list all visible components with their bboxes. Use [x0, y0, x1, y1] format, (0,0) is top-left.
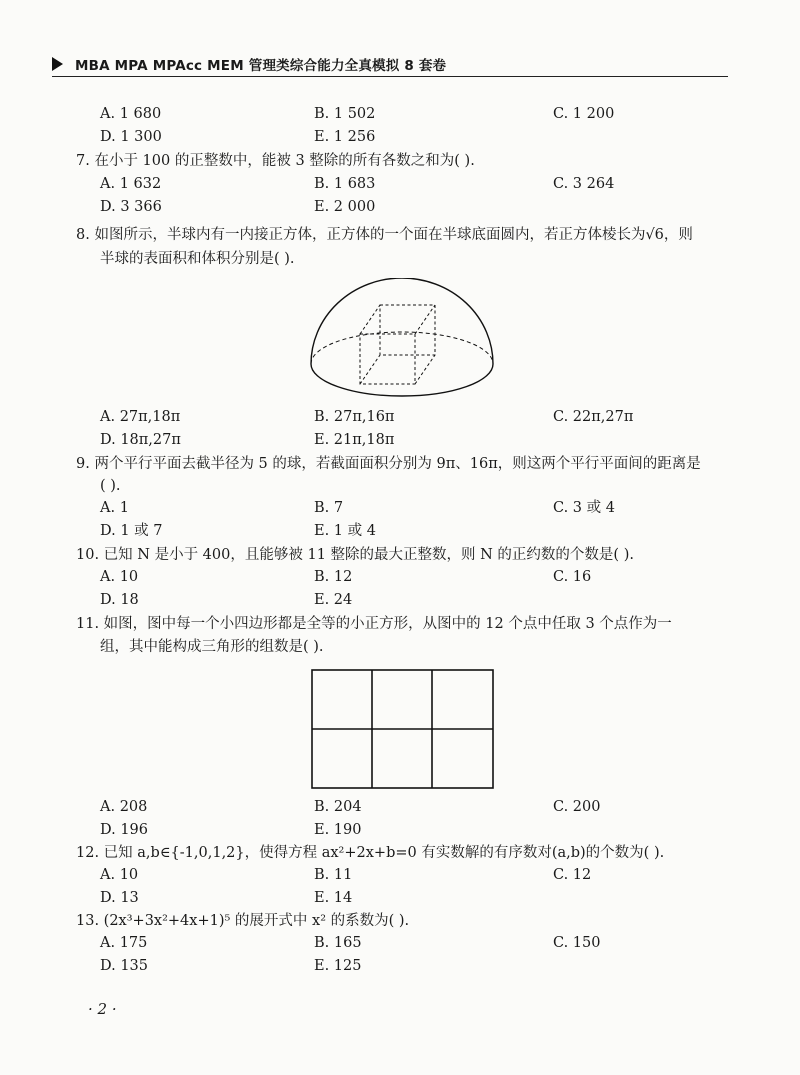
q11-option-a: A. 208: [100, 799, 148, 815]
q9-option-d: D. 1 或 7: [100, 523, 163, 539]
q7-option-e: E. 2 000: [314, 199, 376, 215]
q13-option-a: A. 175: [100, 935, 148, 951]
q11-option-e: E. 190: [314, 822, 362, 838]
hemisphere-dome: [311, 278, 493, 364]
q10-option-b: B. 12: [314, 569, 353, 585]
q9-option-c: C. 3 或 4: [553, 500, 615, 516]
q6-option-e: E. 1 256: [314, 129, 376, 145]
q6-option-a: A. 1 680: [100, 106, 162, 122]
q11-option-b: B. 204: [314, 799, 362, 815]
q8-option-a: A. 27π,18π: [100, 409, 181, 425]
q11-stem-line1: 11. 如图，图中每一个小四边形都是全等的小正方形，从图中的 12 个点中任取 3 个点作为一: [76, 616, 672, 632]
inscribed-cube: [360, 305, 435, 384]
q11-option-c: C. 200: [553, 799, 601, 815]
triangle-icon: [52, 57, 63, 71]
q13-option-d: D. 135: [100, 958, 149, 974]
q10-option-e: E. 24: [314, 592, 353, 608]
q12-option-c: C. 12: [553, 867, 592, 883]
base-ellipse-back: [311, 332, 493, 364]
q7-option-d: D. 3 366: [100, 199, 162, 215]
q7-option-b: B. 1 683: [314, 176, 376, 192]
q10-option-d: D. 18: [100, 592, 139, 608]
q8-stem-line1: 8. 如图所示，半球内有一内接正方体，正方体的一个面在半球底面圆内，若正方体棱长为√6，则: [76, 227, 693, 243]
square-grid: [312, 670, 493, 788]
q13-stem: 13. (2x³+3x²+4x+1)⁵ 的展开式中 x² 的系数为( ).: [76, 913, 410, 929]
q12-option-a: A. 10: [100, 867, 139, 883]
q12-option-b: B. 11: [314, 867, 353, 883]
q13-option-b: B. 165: [314, 935, 362, 951]
q8-option-c: C. 22π,27π: [553, 409, 634, 425]
q8-option-d: D. 18π,27π: [100, 432, 181, 448]
q11-stem-line2: 组，其中能构成三角形的组数是( ).: [100, 639, 324, 655]
q12-stem: 12. 已知 a,b∈{-1,0,1,2}，使得方程 ax²+2x+b=0 有实数解的有序数对(a,b)的个数为( ).: [76, 845, 665, 861]
grid-figure: [308, 667, 496, 791]
q12-option-d: D. 13: [100, 890, 139, 906]
q11-option-d: D. 196: [100, 822, 149, 838]
page-number: · 2 ·: [88, 1000, 117, 1018]
q13-option-c: C. 150: [553, 935, 601, 951]
q8-option-e: E. 21π,18π: [314, 432, 395, 448]
page-header: [52, 52, 728, 77]
q9-option-e: E. 1 或 4: [314, 523, 376, 539]
base-ellipse-front: [311, 364, 493, 396]
q7-stem: 7. 在小于 100 的正整数中，能被 3 整除的所有各数之和为( ).: [76, 153, 475, 169]
q6-option-d: D. 1 300: [100, 129, 162, 145]
q7-option-c: C. 3 264: [553, 176, 615, 192]
q9-option-a: A. 1: [100, 500, 129, 516]
q9-option-b: B. 7: [314, 500, 344, 516]
q9-stem-line2: ( ).: [100, 478, 121, 494]
q7-option-a: A. 1 632: [100, 176, 162, 192]
q9-stem-line1: 9. 两个平行平面去截半径为 5 的球，若截面面积分别为 9π、16π，则这两个平行平面间的距离是: [76, 456, 701, 472]
q13-option-e: E. 125: [314, 958, 362, 974]
q10-option-a: A. 10: [100, 569, 139, 585]
q6-option-c: C. 1 200: [553, 106, 615, 122]
hemisphere-cube-figure: [305, 278, 500, 400]
q8-option-b: B. 27π,16π: [314, 409, 395, 425]
q12-option-e: E. 14: [314, 890, 353, 906]
q6-option-b: B. 1 502: [314, 106, 376, 122]
q10-stem: 10. 已知 N 是小于 400，且能够被 11 整除的最大正整数，则 N 的正约数的个数是( ).: [76, 547, 634, 563]
header-title: MBA MPA MPAcc MEM 管理类综合能力全真模拟 8 套卷: [75, 58, 447, 74]
q10-option-c: C. 16: [553, 569, 592, 585]
q8-stem-line2: 半球的表面积和体积分别是( ).: [100, 251, 295, 267]
